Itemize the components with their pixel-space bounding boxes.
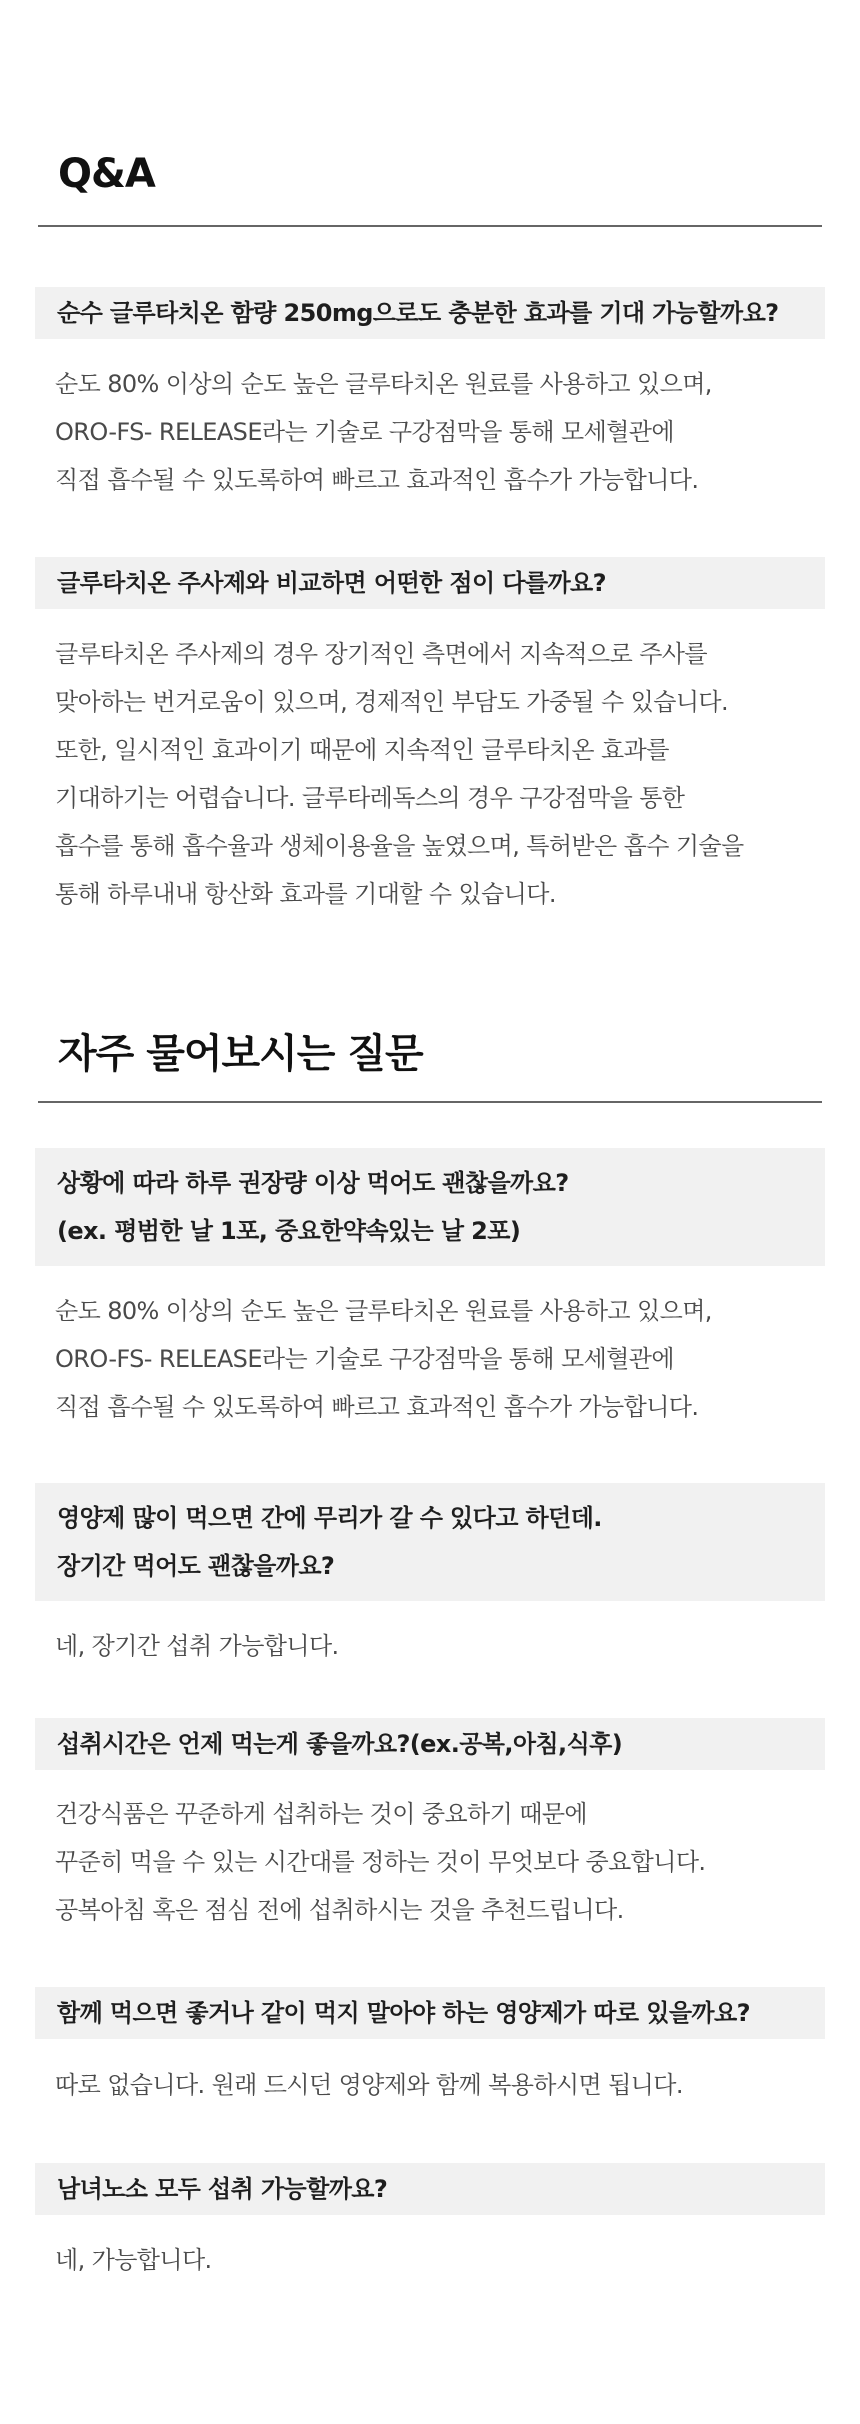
answer-text: 통해 하루내내 항산화 효과를 기대할 수 있습니다. xyxy=(55,880,556,908)
question-box xyxy=(35,1483,825,1601)
question-text: 장기간 먹어도 괜찮을까요? xyxy=(57,1552,335,1580)
answer-block xyxy=(55,630,815,918)
faq-section-divider xyxy=(38,1101,822,1103)
answer-block xyxy=(55,1622,815,1670)
answer-block xyxy=(55,1790,815,1934)
question-text: 영양제 많이 먹으면 간에 무리가 갈 수 있다고 하던데. xyxy=(57,1504,602,1532)
answer-text: 또한, 일시적인 효과이기 때문에 지속적인 글루타치온 효과를 xyxy=(55,736,669,764)
question-box xyxy=(35,1718,825,1770)
answer-block xyxy=(55,1287,815,1431)
answer-text: 흡수를 통해 흡수율과 생체이용율을 높였으며, 특허받은 흡수 기술을 xyxy=(55,832,744,860)
answer-text: 직접 흡수될 수 있도록하여 빠르고 효과적인 흡수가 가능합니다. xyxy=(55,1393,699,1421)
faq-section-title: 자주 물어보시는 질문 xyxy=(58,1031,423,1077)
answer-text: 직접 흡수될 수 있도록하여 빠르고 효과적인 흡수가 가능합니다. xyxy=(55,466,699,494)
answer-text: ORO-FS- RELEASE라는 기술로 구강점막을 통해 모세혈관에 xyxy=(55,1345,674,1373)
question-text: 상황에 따라 하루 권장량 이상 먹어도 괜찮을까요? xyxy=(57,1169,569,1197)
question-box xyxy=(35,287,825,339)
answer-text: 순도 80% 이상의 순도 높은 글루타치온 원료를 사용하고 있으며, xyxy=(55,370,712,398)
answer-text: 맞아하는 번거로움이 있으며, 경제적인 부담도 가중될 수 있습니다. xyxy=(55,688,729,716)
answer-text: 네, 가능합니다. xyxy=(55,2246,212,2274)
question-text: 순수 글루타치온 함량 250mg으로도 충분한 효과를 기대 가능할까요? xyxy=(57,299,779,327)
qna-section-title: Q&A xyxy=(58,151,155,197)
answer-text: 건강식품은 꾸준하게 섭취하는 것이 중요하기 때문에 xyxy=(55,1800,587,1828)
question-text: 함께 먹으면 좋거나 같이 먹지 말아야 하는 영양제가 따로 있을까요? xyxy=(57,1999,750,2027)
answer-text: 네, 장기간 섭취 가능합니다. xyxy=(55,1632,339,1660)
answer-text: 글루타치온 주사제의 경우 장기적인 측면에서 지속적으로 주사를 xyxy=(55,640,707,668)
question-text: 글루타치온 주사제와 비교하면 어떤한 점이 다를까요? xyxy=(57,569,606,597)
question-box xyxy=(35,1148,825,1266)
answer-block xyxy=(55,360,815,504)
answer-block xyxy=(55,2061,815,2109)
answer-text: 따로 없습니다. 원래 드시던 영양제와 함께 복용하시면 됩니다. xyxy=(55,2071,683,2099)
answer-text: 꾸준히 먹을 수 있는 시간대를 정하는 것이 무엇보다 중요합니다. xyxy=(55,1848,706,1876)
question-box xyxy=(35,2163,825,2215)
question-box xyxy=(35,557,825,609)
answer-text: ORO-FS- RELEASE라는 기술로 구강점막을 통해 모세혈관에 xyxy=(55,418,674,446)
answer-text: 기대하기는 어렵습니다. 글루타레독스의 경우 구강점막을 통한 xyxy=(55,784,685,812)
answer-text: 공복아침 혹은 점심 전에 섭취하시는 것을 추천드립니다. xyxy=(55,1896,624,1924)
answer-text: 순도 80% 이상의 순도 높은 글루타치온 원료를 사용하고 있으며, xyxy=(55,1297,712,1325)
answer-block xyxy=(55,2236,815,2284)
question-box xyxy=(35,1987,825,2039)
question-text: 남녀노소 모두 섭취 가능할까요? xyxy=(57,2175,388,2203)
question-text: 섭취시간은 언제 먹는게 좋을까요?(ex.공복,아침,식후) xyxy=(57,1730,623,1758)
question-text: (ex. 평범한 날 1포, 중요한약속있는 날 2포) xyxy=(57,1217,521,1245)
qna-section-divider xyxy=(38,225,822,227)
